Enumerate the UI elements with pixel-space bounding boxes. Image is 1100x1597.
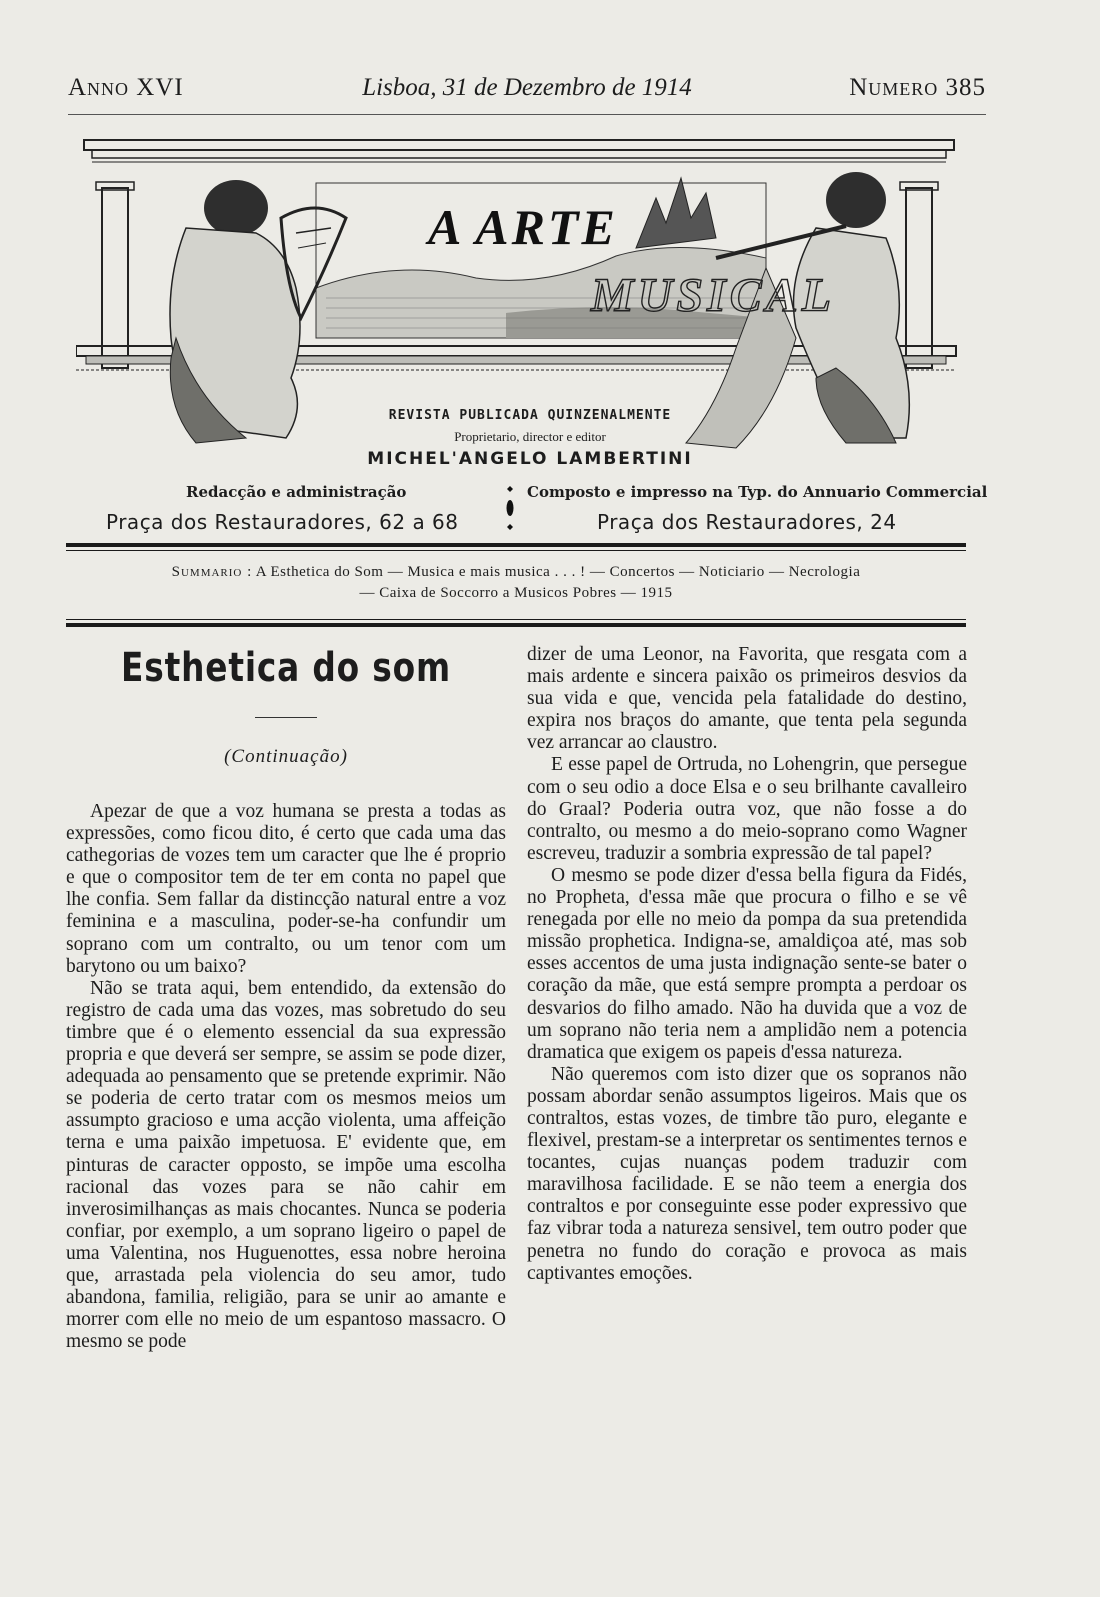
summary-bottom-rule	[66, 623, 966, 627]
article-title: Esthetica do som	[121, 645, 451, 691]
summary-label: Summario :	[171, 564, 253, 580]
owner-label: Proprietario, director e editor	[454, 429, 606, 444]
summary-line-1: A Esthetica do Som — Musica e mais musica . . . ! — Concertos — Noticiario — Necrologia	[255, 564, 861, 580]
printer-label: Composto e impresso na Typ. do Annuario Commercial	[527, 483, 988, 501]
issue-date: Lisboa, 31 de Dezembro de 1914	[362, 74, 692, 101]
header-rule	[68, 114, 986, 115]
issue-header	[68, 74, 986, 110]
magazine-title-line1: A ARTE	[428, 199, 618, 255]
article-column-right	[527, 644, 967, 1285]
ornament-divider-icon	[505, 486, 515, 531]
magazine-subtitle: REVISTA PUBLICADA QUINZENALMENTE	[388, 408, 672, 423]
editorial-office-address: Praça dos Restauradores, 62 a 68	[106, 510, 459, 534]
paragraph: Apezar de que a voz humana se presta a todas as expressões, como ficou dito, é certo que cada uma das cathegorias de vozes tem um caracter que lhe é proprio e que o compositor tem de ter em conta no papel que lhe confia. Sem fallar da distincção natural entre a voz feminina e a masculina, poder-se-ha confundir um soprano com um contralto, ou um tenor com um barytono ou um baixo?	[66, 801, 506, 977]
summary-top-rule-thin	[66, 550, 966, 551]
paragraph: O mesmo se pode dizer d'essa bella figura da Fidés, no Propheta, d'essa mãe que procura o filho e se vê renegada por elle no meio da pompa da sua pretendida missão prophetica. Indigna-se, amaldiçoa até, mas sob esses accentos de uma justa indignação sente-se bater o coração da mãe, que está sempre prompta a perdoar os desvarios do filho amado. Não ha duvida que a voz de um soprano não teria nem a amplidão nem a potencia dramatica que exigem os papeis d'essa natureza.	[527, 864, 967, 1063]
paragraph: E esse papel de Ortruda, no Lohengrin, que persegue com o seu odio a doce Elsa e o seu brilhante cavalleiro do Graal? Poderia outra voz, que não fosse a do contralto, ou mesmo a do meio-soprano como Wagner escreveu, traduzir a sombria expressão de tal papel?	[527, 754, 967, 864]
paragraph: Não queremos com isto dizer que os sopranos não possam abordar senão assumptos ligeiros. Mais que os contraltos, estas vozes, de timbre tão puro, elegante e flexivel, prestam-se a interpretar os sentimentes ternos e tocantes, cujas nuanças podem traduzir com maravilhosa facilidade. E se não teem a energia dos contraltos e por conseguinte esse poder expressivo que faz vibrar toda a natureza sensivel, tem outro poder que penetra no fundo do coração e provoca as mais captivantes emoções.	[527, 1063, 967, 1284]
table-of-contents	[66, 562, 966, 604]
issue-number: Numero 385	[849, 74, 986, 101]
editorial-office-label: Redacção e administração	[186, 483, 407, 501]
continuation-note: (Continuação)	[224, 746, 348, 767]
article-column-left	[66, 801, 506, 1353]
title-underline	[255, 717, 317, 718]
paragraph: Não se trata aqui, bem entendido, da extensão do registro de cada uma das vozes, mas sobretudo do seu timbre que é o elemento essencial da sua expressão propria e que deverá ser sempre, se assim se pode dizer, adequada ao pensamento que se pretende exprimir. Não se poderia de certo tratar com os mesmos meios um assumpto gracioso e uma acção violenta, uma affeição terna e uma paixão impetuosa. E' evidente que, em pinturas de caracter opposto, se impõe uma escolha racional das vozes para se não cahir em inverosimilhanças as mais chocantes. Nunca se poderia confiar, por exemplo, a um soprano ligeiro o papel de uma Valentina, nos Huguenottes, essa nobre heroina que, arrastada pela violencia do seu amor, tudo abandona, familia, religião, para se unir ao amante e morrer com elle no meio de um espantoso massacro. O mesmo se pode	[66, 977, 506, 1353]
summary-top-rule	[66, 543, 966, 547]
volume-label: Anno XVI	[68, 74, 184, 101]
summary-line-2: — Caixa de Soccorro a Musicos Pobres — 1915	[359, 585, 673, 601]
paragraph: dizer de uma Leonor, na Favorita, que resgata com a mais ardente e sincera paixão os primeiros desvios da sua vida e que, vencida pela fatalidade do destino, expira nos braços do amante, que tenta pela segunda vez arrancar ao claustro.	[527, 644, 967, 754]
masthead	[76, 138, 984, 469]
owner-name: MICHEL'ANGELO LAMBERTINI	[367, 449, 693, 469]
summary-bottom-rule-thin	[66, 619, 966, 620]
printer-address: Praça dos Restauradores, 24	[597, 510, 897, 534]
magazine-title-line2: MUSICAL	[591, 269, 836, 322]
